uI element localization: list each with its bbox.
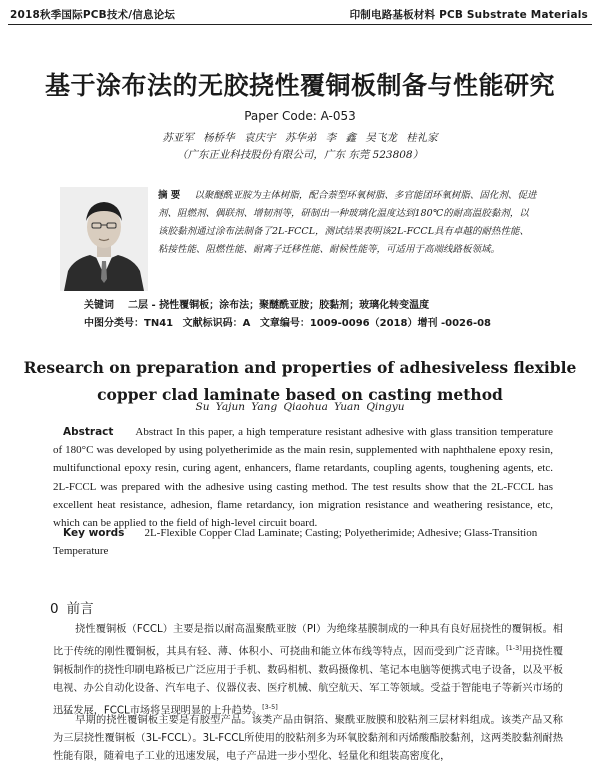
- keywords-english-label: Key words: [63, 527, 125, 539]
- running-header-right: 印制电路基板材料 PCB Substrate Materials: [349, 9, 588, 21]
- abstract-chinese-label: 摘 要: [158, 190, 181, 201]
- keywords-english-text: 2L-Flexible Copper Clad Laminate; Casting; Polyetherimide; Adhesive; Glass-Transition Temperature: [53, 527, 538, 557]
- abstract-english-text: Abstract In this paper, a high temperature resistant adhesive with glass transition temperature of 180°C was developed by using polyetherimide as the main resin, supplemented with naphthalene epoxy resin, multifunctional epoxy resin, curing agent, enhancers, flame retardants, coupling agents, toughening agents, etc. 2L-FCCL was prepared with the adhesive using casting method. The test results show that the 2L-FCCL has excellent heat resistance, adhesion, flame retardancy, ion migration resistance and weathering resistance, etc, which can be applied to the field of high-level circuit board.: [53, 426, 553, 530]
- keywords-chinese-label: 关键词: [84, 300, 114, 311]
- title-chinese: 基于涂布法的无胶挠性覆铜板制备与性能研究: [44, 71, 555, 100]
- para1-text-b: 用挠性覆铜板制作的挠性印刷电路板已广泛应用于手机、数码相机、数码摄像机、笔记本电脑等便携式电子设备，以及平板电视、办公自动化设备、汽车电子、仪器仪表、医疗机械、航空航天、军工等领域。受益于智能电子等新兴市场的迅猛发展，FCCL市场将呈现明显的上升趋势。: [53, 646, 564, 717]
- affiliation-chinese: （广东正业科技股份有限公司，广东 东莞 523808）: [176, 149, 424, 161]
- title-english-line-1: Research on preparation and properties of adhesiveless flexible: [23, 358, 577, 377]
- running-header-left: 2018秋季国际PCB技术/信息论坛: [10, 9, 176, 21]
- paper-code: Paper Code: A-053: [244, 109, 356, 123]
- para2-text: 早期的挠性覆铜板主要是有胶型产品。该类产品由铜箔、聚酰亚胺膜和胶粘剂三层材料组成。该类产品又称为三层挠性覆铜板（3L-FCCL）。3L-FCCL所使用的胶粘剂多为环氧胶黏剂和丙烯酸酯胶黏剂，这两类胶黏剂耐热性能有限，随着电子工业的迅速发展，电子产品进一步小型化、轻量化和组装高密度化，: [53, 715, 563, 763]
- header-rule: [8, 24, 592, 25]
- classification-line: [84, 314, 497, 329]
- section-title: 前言: [66, 601, 94, 617]
- citation-3-5: [3-5]: [262, 703, 278, 712]
- section-number: 0: [50, 601, 59, 617]
- author-portrait-image: [60, 187, 148, 291]
- abstract-english: [53, 423, 553, 532]
- authors-english: Su Yajun Yang Qiaohua Yuan Qingyu: [195, 401, 405, 413]
- keywords-chinese-text: 二层 - 挠性覆铜板；涂布法；聚醚酰亚胺；胶黏剂；玻璃化转变温度: [128, 300, 430, 311]
- body-paragraph-2: [53, 712, 563, 767]
- body-paragraph-1: [53, 621, 563, 721]
- citation-1-3: [1-3]: [506, 644, 522, 653]
- author-photo: [60, 187, 148, 291]
- para1-text-a: 挠性覆铜板（FCCL）主要是指以耐高温聚酰亚胺（PI）为绝缘基膜制成的一种具有良好屈挠性的覆铜板。相比于传统的刚性覆铜板，其具有轻、薄、体积小、可挠曲和能立体布线等特点，因而受到广泛青睐。: [53, 624, 563, 658]
- abstract-chinese: [158, 187, 538, 259]
- clc-number: 中图分类号：TN41: [84, 318, 174, 329]
- article-number: 文章编号：1009-0096（2018）增刊 -0026-08: [259, 318, 492, 329]
- keywords-english: [53, 524, 553, 560]
- authors-chinese: 苏亚军 杨桥华 袁庆宇 苏华弟 李 鑫 吴飞龙 桂礼家: [162, 132, 438, 144]
- abstract-chinese-text: 以聚醚酰亚胺为主体树脂，配合萘型环氧树脂、多官能团环氧树脂、固化剂、促进剂、阻燃剂、偶联剂、增韧剂等，研制出一种玻璃化温度达到180℃的耐高温胶黏剂，以该胶黏剂通过涂布法制备了2L-FCCL，测试结果表明该2L-FCCL具有卓越的耐热性能、粘接性能、阻燃性能、耐离子迁移性能、耐候性能等，可适用于高端线路板领域。: [158, 190, 537, 255]
- title-english-line-2: copper clad laminate based on casting method: [97, 385, 503, 404]
- document-code: 文献标识码：A: [182, 318, 251, 329]
- abstract-english-label: Abstract: [63, 426, 114, 438]
- section-heading: [50, 597, 94, 617]
- keywords-chinese: [84, 296, 429, 311]
- title-english: [0, 354, 600, 408]
